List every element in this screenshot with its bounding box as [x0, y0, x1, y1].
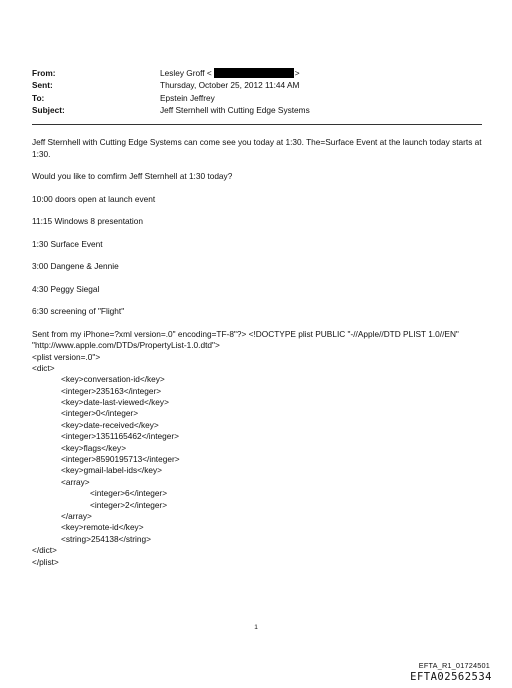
plist-line: <integer>8590195713</integer> — [61, 454, 180, 465]
redaction-block — [214, 68, 294, 78]
plist-line: </dict> — [32, 545, 57, 556]
header-divider — [32, 124, 482, 125]
plist-line: <integer>0</integer> — [61, 408, 139, 419]
schedule-item: 10:00 doors open at launch event — [32, 193, 156, 204]
schedule-item: 6:30 screening of "Flight" — [32, 306, 125, 316]
schedule-item: 3:00 Dangene & Jennie — [32, 261, 119, 271]
from-name: Lesley Groff < — [160, 68, 212, 78]
schedule-item: 4:30 Peggy Siegal — [32, 283, 100, 294]
to-label: To: — [32, 92, 45, 103]
subject-label: Subject: — [32, 104, 65, 115]
email-header — [32, 67, 492, 116]
page-number: 1 — [254, 624, 258, 631]
schedule-item: 1:30 Surface Event — [32, 238, 103, 249]
plist-line: </array> — [61, 510, 92, 521]
sent-value: Thursday, October 25, 2012 11:44 AM — [160, 80, 300, 91]
plist-line: <key>gmail-label-ids</key> — [61, 465, 162, 476]
plist-line: <integer>235163</integer> — [61, 385, 162, 396]
bates-stamp-secondary: EFTA02562534 — [410, 671, 492, 683]
plist-line: <integer>6</integer> — [90, 488, 168, 499]
sent-label: Sent: — [32, 80, 53, 91]
to-value: Epstein Jeffrey — [160, 92, 215, 103]
plist-block — [32, 352, 488, 568]
to-row — [32, 92, 492, 104]
from-suffix: > — [294, 68, 300, 78]
subject-row — [32, 104, 492, 116]
plist-line: <integer>1351165462</integer> — [61, 431, 179, 442]
body-question: Would you like to comfirm Jeff Sternhell at 1:30 today? — [32, 171, 233, 181]
plist-line: <string>254138</string> — [61, 533, 151, 544]
from-row — [32, 67, 492, 79]
email-body — [32, 137, 488, 568]
schedule-item: 11:15 Windows 8 presentation — [32, 216, 143, 226]
plist-line: <key>conversation-id</key> — [61, 374, 165, 385]
plist-line: <key>remote-id</key> — [61, 522, 144, 533]
plist-line: <key>date-last-viewed</key> — [61, 397, 169, 408]
plist-line: </plist> — [32, 556, 59, 567]
plist-line: <plist version=.0"> — [32, 351, 101, 362]
sent-row — [32, 79, 492, 91]
plist-line: <key>flags</key> — [61, 442, 127, 453]
from-label: From: — [32, 68, 56, 78]
plist-line: <key>date-received</key> — [61, 419, 159, 430]
sent-from-line: Sent from my iPhone=?xml version=.0" encoding=TF-8"?> <!DOCTYPE plist PUBLIC "-//Apple//DTD PLIST 1.0//EN" "http://www.apple.com/DTDs/PropertyList-1.0.dtd"> — [32, 328, 462, 350]
plist-line: <integer>2</integer> — [90, 499, 168, 510]
plist-line: <dict> — [32, 362, 55, 373]
from-value — [160, 67, 300, 79]
subject-value: Jeff Sternhell with Cutting Edge Systems — [160, 104, 310, 115]
bates-stamp-primary: EFTA_R1_01724501 — [418, 661, 490, 670]
body-paragraph: Jeff Sternhell with Cutting Edge Systems can come see you today at 1:30. The=Surface Event at the launch today starts at 1:30. — [32, 137, 484, 159]
plist-line: <array> — [61, 476, 90, 487]
